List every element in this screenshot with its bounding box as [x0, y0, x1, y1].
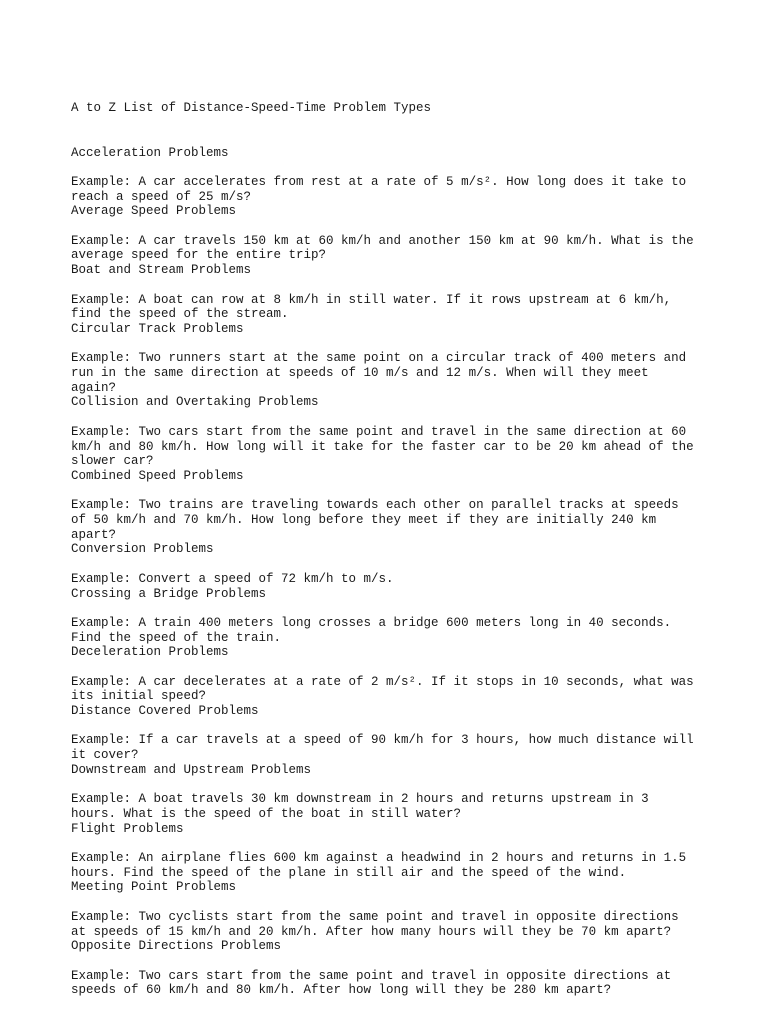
section-heading: Deceleration Problems	[71, 645, 229, 660]
example-text-line: slower car?	[71, 454, 154, 469]
example-text-line: run in the same direction at speeds of 10 m/s and 12 m/s. When will they meet	[71, 366, 649, 380]
example-text-line: Example: A car accelerates from rest at a rate of 5 m/s². How long does it take to	[71, 174, 687, 189]
blank-line	[71, 278, 711, 293]
section-heading: Average Speed Problems	[71, 204, 237, 219]
section-heading: Meeting Point Problems	[71, 880, 237, 895]
section-heading: Opposite Directions Problems	[71, 939, 282, 954]
example-text-line: its initial speed?	[71, 689, 207, 704]
section-heading: Collision and Overtaking Problems	[71, 395, 319, 410]
example-text-line: again?	[71, 380, 117, 395]
section-heading: Combined Speed Problems	[71, 468, 244, 483]
example-text-line: hours. What is the speed of the boat in still water?	[71, 806, 462, 821]
section-heading: Distance Covered Problems	[71, 704, 259, 719]
blank-line	[71, 557, 711, 572]
section-heading: Acceleration Problems	[71, 145, 229, 160]
example-text-line: of 50 km/h and 70 km/h. How long before they meet if they are initially 240 km	[71, 513, 657, 527]
section-heading: Conversion Problems	[71, 542, 214, 557]
document-body	[71, 72, 711, 1013]
example-text-line: Example: A car travels 150 km at 60 km/h and another 150 km at 90 km/h. What is the	[71, 233, 694, 248]
example-text-line: hours. Find the speed of the plane in still air and the speed of the wind.	[71, 865, 627, 880]
example-text-line: at speeds of 15 km/h and 20 km/h. After how many hours will they be 70 km apart?	[71, 924, 672, 939]
example-text-line: reach a speed of 25 m/s?	[71, 189, 252, 204]
example-text-line: speeds of 60 km/h and 80 km/h. After how long will they be 280 km apart?	[71, 983, 612, 998]
blank-line	[71, 160, 711, 175]
example-text-line: Find the speed of the train.	[71, 630, 282, 645]
example-text-line: km/h and 80 km/h. How long will it take for the faster car to be 20 km ahead of the	[71, 439, 694, 454]
blank-line	[71, 895, 711, 910]
example-text-line: apart?	[71, 527, 117, 542]
blank-line	[71, 660, 711, 675]
example-text-line: Example: Two cars start from the same point and travel in opposite directions at	[71, 968, 672, 983]
example-text-line: Example: Convert a speed of 72 km/h to m/s.	[71, 571, 394, 586]
example-text-line: Example: Two trains are traveling towards each other on parallel tracks at speeds	[71, 498, 679, 513]
example-text-line: find the speed of the stream.	[71, 307, 289, 322]
example-text-line: Example: Two runners start at the same point on a circular track of 400 meters and	[71, 351, 687, 366]
example-text-line: Example: If a car travels at a speed of 90 km/h for 3 hours, how much distance will	[71, 733, 694, 748]
section-heading: Circular Track Problems	[71, 321, 244, 336]
section-heading: Boat and Stream Problems	[71, 263, 252, 278]
blank-line	[71, 601, 711, 616]
section-list	[71, 146, 711, 999]
example-text-line: Example: An airplane flies 600 km against a headwind in 2 hours and returns in 1.5	[71, 851, 687, 866]
section-heading: Crossing a Bridge Problems	[71, 586, 267, 601]
example-text-line: Example: A car decelerates at a rate of 2 m/s². If it stops in 10 seconds, what was	[71, 674, 694, 689]
blank-line	[71, 719, 711, 734]
blank-line	[71, 836, 711, 851]
blank-line	[71, 954, 711, 969]
example-text-line: Example: A train 400 meters long crosses a bridge 600 meters long in 40 seconds.	[71, 615, 672, 630]
example-text-line: Example: A boat can row at 8 km/h in still water. If it rows upstream at 6 km/h,	[71, 292, 672, 307]
section-heading: Downstream and Upstream Problems	[71, 762, 312, 777]
example-text-line: Example: Two cars start from the same point and travel in the same direction at 60	[71, 424, 687, 439]
document-title: A to Z List of Distance-Speed-Time Problem Types	[71, 101, 432, 116]
example-text-line: it cover?	[71, 748, 139, 763]
section-heading: Flight Problems	[71, 821, 184, 836]
example-text-line: Example: A boat travels 30 km downstream in 2 hours and returns upstream in 3	[71, 792, 649, 807]
example-text-line: average speed for the entire trip?	[71, 248, 327, 263]
blank-line	[71, 337, 711, 352]
blank-line	[71, 219, 711, 234]
example-text-line: Example: Two cyclists start from the same point and travel in opposite directions	[71, 909, 679, 924]
blank-line	[71, 778, 711, 793]
blank-line	[71, 410, 711, 425]
blank-line	[71, 484, 711, 499]
